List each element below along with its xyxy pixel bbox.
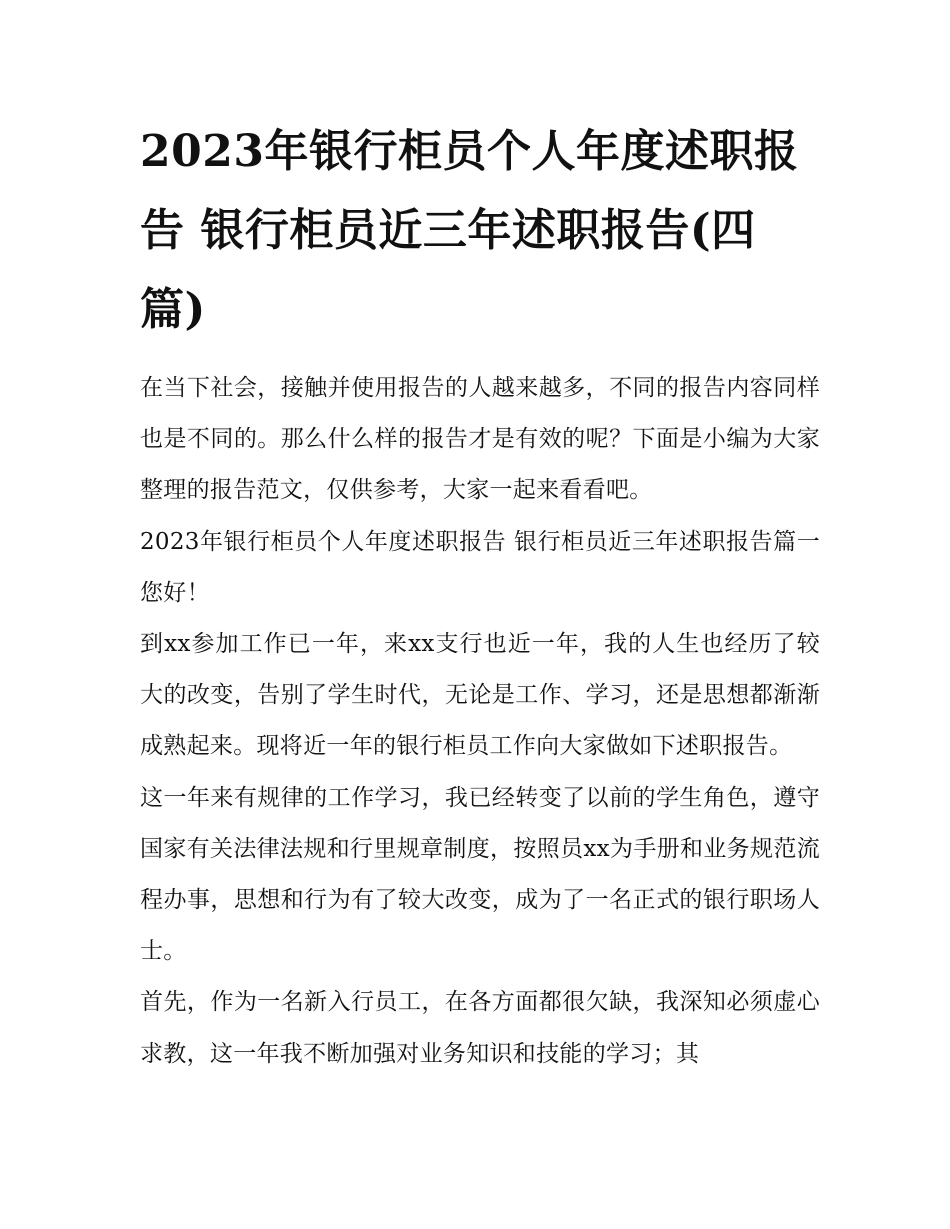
- document-body: [140, 363, 820, 1080]
- paragraph-learning: 首先，作为一名新入行员工，在各方面都很欠缺，我深知必须虚心求教，这一年我不断加强对业务知识和技能的学习；其: [140, 989, 820, 1067]
- document-page: [140, 112, 820, 1080]
- paragraph-role-change: 这一年来有规律的工作学习，我已经转变了以前的学生角色，遵守国家有关法律法规和行里规章制度，按照员xx为手册和业务规范流程办事，思想和行为有了较大改变，成为了一名正式的银行职场人士。: [140, 784, 820, 965]
- paragraph-work-summary: 到xx参加工作已一年，来xx支行也近一年，我的人生也经历了较大的改变，告别了学生时代，无论是工作、学习，还是思想都渐渐成熟起来。现将近一年的银行柜员工作向大家做如下述职报告。: [140, 631, 820, 760]
- paragraph-heading-part-one: 2023年银行柜员个人年度述职报告 银行柜员近三年述职报告篇一 您好！: [140, 528, 820, 606]
- document-title: 2023年银行柜员个人年度述职报告 银行柜员近三年述职报告(四篇): [140, 126, 799, 335]
- paragraph-intro: 在当下社会，接触并使用报告的人越来越多，不同的报告内容同样也是不同的。那么什么样的报告才是有效的呢？下面是小编为大家整理的报告范文，仅供参考，大家一起来看看吧。: [140, 375, 820, 504]
